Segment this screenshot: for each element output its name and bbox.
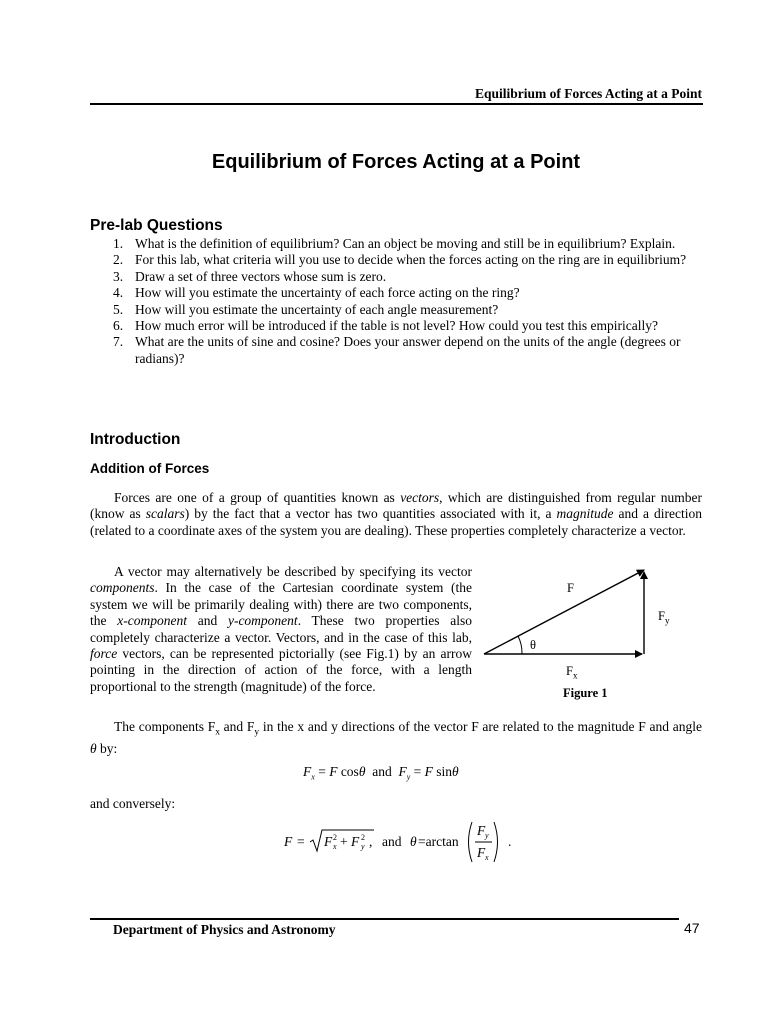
text-run: A vector may alternatively be described by specifying its vector [114, 564, 472, 579]
list-item [90, 302, 702, 318]
emphasis: x-component [117, 613, 187, 629]
page-number: 47 [684, 920, 700, 936]
prelab-list [90, 236, 702, 367]
svg-text:x: x [333, 842, 337, 851]
text-run: vectors, can be represented pictorially (see Fig.1) by an arrow pointing in the direction of action of the force, with a length proportional to the strength (magnitude) of the force. [90, 646, 472, 694]
svg-text:.: . [508, 834, 512, 849]
svg-text:F: F [284, 834, 293, 849]
subscript: y [254, 727, 260, 738]
list-item [90, 318, 702, 334]
paragraph-relations [90, 719, 702, 758]
text-run: The components F [114, 719, 216, 734]
list-item-number: 7. [113, 334, 124, 350]
svg-text:F: F [477, 823, 486, 838]
theta-symbol: θ [90, 741, 97, 757]
svg-text:x: x [485, 853, 489, 862]
introduction-heading-text: Introduction [90, 431, 181, 448]
addition-of-forces-heading [90, 461, 209, 476]
list-item [90, 334, 702, 367]
equation-components: $F_x = F$ cosθ and $F_y = F$ sinθ [303, 764, 459, 782]
list-item-number: 2. [113, 252, 124, 268]
text-run: and a direction (related to a coordinate axes of the system you are dealing). These properties completely characterize a vector. [90, 506, 702, 538]
text-run: and [186, 613, 228, 629]
figure-label-fx [566, 664, 577, 681]
equation-magnitude-angle [282, 818, 532, 868]
list-item [90, 236, 702, 252]
list-item [90, 285, 702, 301]
list-item [90, 252, 702, 268]
svg-text:y: y [485, 831, 489, 840]
svg-text:and: and [382, 834, 402, 849]
emphasis: force [90, 646, 118, 662]
text-run: in the x and y directions of the vector F are related to the magnitude F and angle [259, 719, 702, 734]
list-item-text: How will you estimate the uncertainty of each force acting on the ring? [135, 285, 520, 301]
text-run: . These two properties also completely characterize a vector. Vectors, and in the case of this lab, [90, 613, 472, 645]
svg-text:+: + [340, 834, 348, 849]
svg-text:2: 2 [361, 833, 365, 842]
header-rule [90, 103, 703, 105]
list-item-text: How much error will be introduced if the table is not level? How could you test this empirically? [135, 318, 658, 334]
svg-text:θ: θ [410, 834, 417, 849]
svg-text:F: F [477, 845, 486, 860]
footer-rule [90, 918, 679, 920]
list-item-number: 1. [113, 236, 124, 251]
emphasis: components [90, 580, 155, 596]
figure-label-f: F [567, 581, 574, 595]
list-item-text: Draw a set of three vectors whose sum is zero. [135, 268, 387, 284]
svg-text:,: , [369, 834, 373, 849]
list-item-number: 4. [113, 285, 124, 301]
list-item-text: For this lab, what criteria will you use to decide when the forces acting on the ring are in equilibrium? [135, 252, 687, 268]
figure-label-fy-text: F [658, 609, 665, 623]
page-title: Equilibrium of Forces Acting at a Point [211, 151, 581, 173]
svg-text:=arctan: =arctan [418, 834, 459, 849]
svg-text:2: 2 [333, 833, 337, 842]
prelab-heading-text: Pre-lab Questions [90, 217, 223, 234]
svg-text:=: = [297, 834, 305, 849]
emphasis: vectors [400, 490, 440, 505]
svg-text:y: y [361, 842, 365, 851]
conversely-text: and conversely: [90, 796, 176, 811]
f-vector [484, 570, 644, 654]
list-item-number: 3. [113, 268, 124, 284]
emphasis: y-component [227, 613, 298, 629]
theta-arc [518, 636, 522, 654]
svg-text:F: F [324, 834, 333, 849]
text-run: ) by the fact that a vector has two quantities associated with it, a [184, 506, 557, 522]
text-run: by: [96, 741, 118, 757]
paragraph-components [90, 564, 472, 695]
list-item-text: What are the units of sine and cosine? Does your answer depend on the units of the angle (degrees or radians)? [135, 334, 681, 366]
list-item [90, 269, 702, 285]
emphasis: scalars [145, 506, 185, 522]
text-run: . In the case of the Cartesian coordinate system (the system we will be primarily dealing with) there are two components, the [90, 580, 472, 629]
addition-of-forces-heading-text: Addition of Forces [90, 461, 210, 476]
figure-label-fx-sub: x [572, 670, 578, 681]
text-run: and F [219, 719, 255, 734]
subscript: x [215, 727, 220, 738]
list-item-text: How will you estimate the uncertainty of each angle measurement? [135, 301, 499, 317]
figure-label-fx-text: F [566, 664, 573, 678]
svg-text:F: F [351, 834, 360, 849]
paragraph-forces [90, 490, 702, 539]
list-item-text: What is the definition of equilibrium? Can an object be moving and still be in equilibrium? Explain. [135, 236, 676, 251]
introduction-heading [90, 431, 180, 449]
list-item-number: 6. [113, 318, 124, 334]
text-run: , which are distinguished from regular number (know as [90, 490, 702, 522]
prelab-heading [90, 217, 223, 235]
figure-label-fy-sub: y [664, 615, 670, 626]
running-header: Equilibrium of Forces Acting at a Point [474, 86, 702, 101]
figure-label-fy [658, 609, 669, 626]
figure-1-vector-diagram [478, 560, 688, 670]
figure-caption: Figure 1 [563, 686, 608, 700]
figure-label-theta: θ [530, 638, 536, 652]
emphasis: magnitude [556, 506, 614, 522]
list-item-number: 5. [113, 301, 124, 317]
text-run: Forces are one of a group of quantities known as [114, 490, 401, 505]
footer-department: Department of Physics and Astronomy [113, 922, 336, 937]
